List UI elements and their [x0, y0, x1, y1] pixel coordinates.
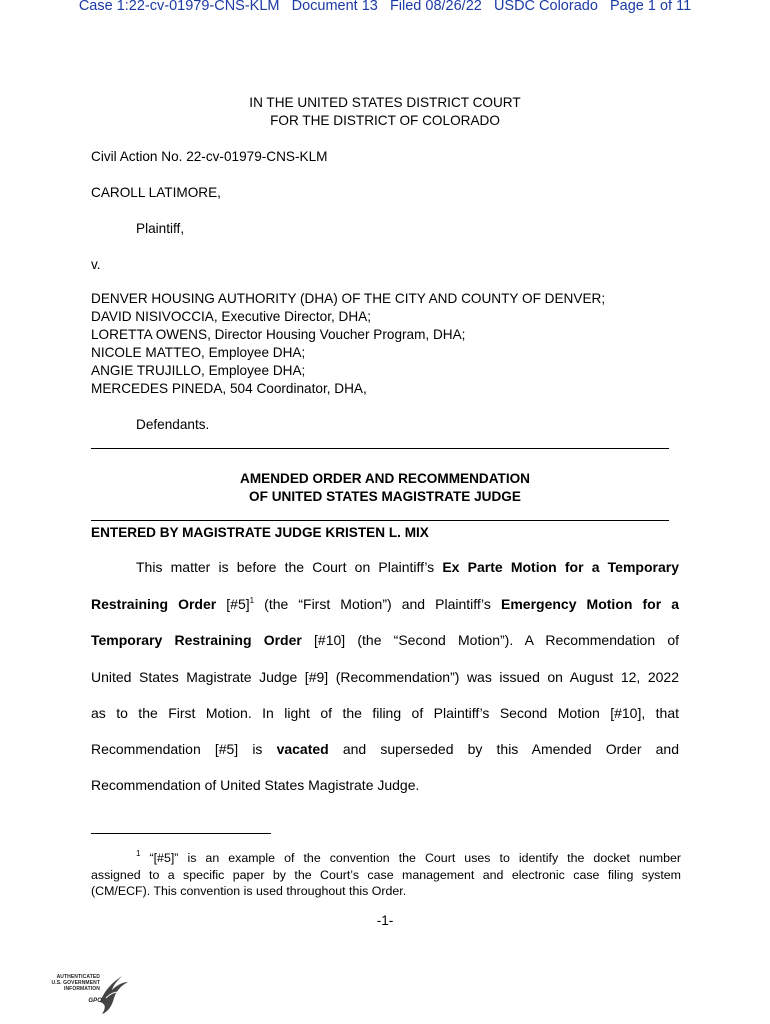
order-title-line-1: AMENDED ORDER AND RECOMMENDATION — [240, 471, 530, 486]
footnote-line-3: (CM/ECF). This convention is used throughout this Order. — [91, 884, 407, 898]
page-indicator: Page 1 of 11 — [610, 0, 692, 14]
defendants-role: Defendants. — [136, 417, 210, 432]
seal-mark: GPO — [88, 998, 102, 1004]
gpo-authentication-seal — [44, 972, 130, 1016]
page-number: -1- — [376, 913, 394, 928]
versus: v. — [91, 257, 101, 272]
footnote-ref: 1 — [249, 596, 255, 605]
defendant-line: NICOLE MATTEO, Employee DHA; — [91, 345, 306, 360]
court-heading-line-1: IN THE UNITED STATES DISTRICT COURT — [249, 95, 521, 110]
body-line-7: Recommendation of United States Magistrate Judge. — [91, 777, 420, 793]
body-line-1: This matter is before the Court on Plaintiff’s Ex Parte Motion for a Temporary — [136, 559, 679, 575]
body-line-4: United States Magistrate Judge [#9] (Recommendation”) was issued on August 12, 2022 — [91, 669, 679, 685]
plaintiff-role: Plaintiff, — [136, 221, 185, 236]
body-line-6: Recommendation [#5] is vacated and superseded by this Amended Order and — [91, 741, 679, 757]
plaintiff-name: CAROLL LATIMORE, — [91, 185, 221, 200]
body-line-3: Temporary Restraining Order [#10] (the “Second Motion”). A Recommendation of — [91, 632, 679, 648]
civil-action-number: Civil Action No. 22-cv-01979-CNS-KLM — [91, 149, 328, 164]
footnote — [91, 850, 681, 900]
defendant-line: DENVER HOUSING AUTHORITY (DHA) OF THE CITY AND COUNTY OF DENVER; — [91, 291, 606, 306]
defendant-line: ANGIE TRUJILLO, Employee DHA; — [91, 363, 306, 378]
defendant-line: DAVID NISIVOCCIA, Executive Director, DHA; — [91, 309, 371, 324]
case-header — [0, 0, 770, 14]
defendant-line: LORETTA OWENS, Director Housing Voucher Program, DHA; — [91, 327, 466, 342]
filed-date: Filed 08/26/22 — [389, 0, 482, 14]
document-number: Document 13 — [291, 0, 378, 14]
body-line-5: as to the First Motion. In light of the filing of Plaintiff’s Second Motion [#10], that — [91, 705, 679, 721]
eagle-icon — [96, 972, 130, 1016]
defendant-line: MERCEDES PINEDA, 504 Coordinator, DHA, — [91, 381, 367, 396]
title-divider — [91, 520, 669, 521]
footnote-divider — [91, 833, 271, 834]
footnote-line-2: assigned to a specific paper by the Court’s case management and electronic case filing system — [91, 867, 681, 882]
footnote-line-1: $^1$ “[#5]” is an example of the convention the Court uses to identify the docket number — [136, 849, 681, 865]
entered-by: ENTERED BY MAGISTRATE JUDGE KRISTEN L. MIX — [91, 525, 429, 540]
case-number: Case 1:22-cv-01979-CNS-KLM — [78, 0, 280, 14]
caption-divider — [91, 448, 669, 449]
order-title-line-2: OF UNITED STATES MAGISTRATE JUDGE — [249, 489, 521, 504]
court-name: USDC Colorado — [493, 0, 598, 14]
court-heading-line-2: FOR THE DISTRICT OF COLORADO — [270, 113, 500, 128]
footnote-marker: 1 — [136, 849, 141, 858]
body-line-2: Restraining Order [#5]$^1$ (the “First Motion”) and Plaintiff’s Emergency Motion for a — [91, 596, 680, 612]
seal-text: AUTHENTICATED U.S. GOVERNMENT INFORMATION — [51, 974, 100, 992]
